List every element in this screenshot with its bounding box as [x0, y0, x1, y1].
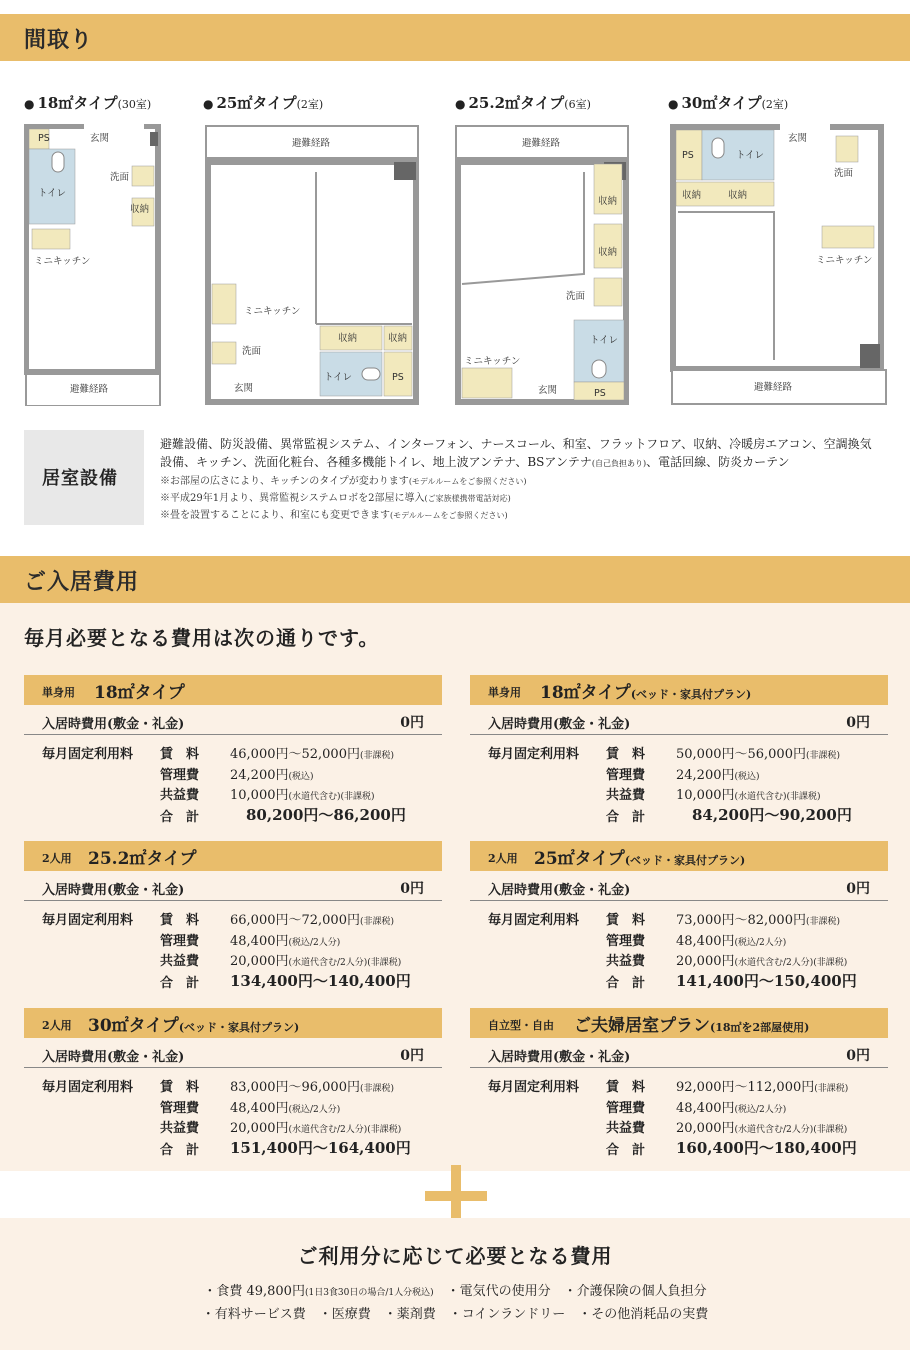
svg-text:避難経路: 避難経路 — [292, 138, 331, 149]
plan-card-header: 単身用 18㎡タイプ — [24, 675, 442, 705]
equipment-line-2: 設備、キッチン、洗面化粧台、各種多機能トイレ、地上波アンテナ、BSアンテナ(自己負担あり)、電話回線、防炎カーテン — [160, 455, 790, 469]
svg-text:ミニキッチン: ミニキッチン — [244, 306, 301, 317]
plan-card: 2人用 30㎡タイプ(ベッド・家具付プラン) 入居時費用(敷金・礼金) 0円 毎月固定利用料 賃 料 83,000円〜96,000円(非課税) 管理費 48,400円(税込/2人分) 共益費 20,000円(水道代含む/2人分)(非課税) 合 計 151,400円〜164,400円 — [24, 1008, 442, 1163]
svg-text:洗面: 洗面 — [566, 291, 586, 302]
plan-card-header: 2人用 25㎡タイプ(ベッド・家具付プラン) — [470, 841, 888, 871]
svg-text:洗面: 洗面 — [242, 346, 262, 357]
svg-text:避難経路: 避難経路 — [70, 384, 109, 395]
floorplan-25 — [204, 124, 422, 406]
svg-text:PS: PS — [38, 133, 50, 144]
equipment-note: ※お部屋の広さにより、キッチンのタイプが変わります(モデルルームをご参照ください) — [160, 476, 527, 487]
svg-text:収納: 収納 — [598, 196, 618, 207]
svg-text:洗面: 洗面 — [110, 172, 130, 183]
equipment-line-1: 避難設備、防災設備、異常監視システム、インターフォン、ナースコール、和室、フラットフロア、収納、冷暖房エアコン、空調換気 — [160, 437, 872, 451]
floorplan-title: ● 18㎡タイプ(30室) — [24, 94, 152, 112]
equipment-description — [160, 435, 890, 524]
svg-text:トイレ: トイレ — [736, 150, 765, 161]
floorplan-25-2 — [454, 124, 634, 406]
floorplan-title: ● 25㎡タイプ(2室) — [203, 94, 324, 112]
svg-text:玄関: 玄関 — [788, 133, 808, 144]
svg-text:収納: 収納 — [598, 247, 618, 258]
extra-costs-title: ご利用分に応じて必要となる費用 — [297, 1244, 613, 1268]
svg-text:避難経路: 避難経路 — [754, 382, 793, 393]
plan-card: 2人用 25.2㎡タイプ 入居時費用(敷金・礼金) 0円 毎月固定利用料 賃 料 66,000円〜72,000円(非課税) 管理費 48,400円(税込/2人分) 共益費 20,000円(水道代含む/2人分)(非課税) 合 計 134,400円〜140,400円 — [24, 841, 442, 996]
section-band-fees — [0, 556, 910, 603]
svg-text:ミニキッチン: ミニキッチン — [464, 356, 521, 367]
plan-card: 自立型・自由 ご夫婦居室プラン(18㎡を2部屋使用) 入居時費用(敷金・礼金) 0円 毎月固定利用料 賃 料 92,000円〜112,000円(非課税) 管理費 48,400円(税込/2人分) 共益費 20,000円(水道代含む/2人分)(非課税) 合 計 160,400円〜180,400円 — [470, 1008, 888, 1163]
svg-text:PS: PS — [594, 388, 606, 399]
svg-text:PS: PS — [392, 372, 404, 383]
equipment-label-box — [24, 430, 144, 525]
plan-card-header: 2人用 30㎡タイプ(ベッド・家具付プラン) — [24, 1008, 442, 1038]
svg-text:PS: PS — [682, 150, 694, 161]
floorplan-title: ● 25.2㎡タイプ(6室) — [455, 94, 591, 112]
svg-text:トイレ: トイレ — [324, 372, 353, 383]
svg-text:トイレ: トイレ — [590, 335, 619, 346]
floorplan-18 — [24, 124, 164, 406]
svg-text:収納: 収納 — [130, 204, 150, 215]
plan-card-header: 単身用 18㎡タイプ(ベッド・家具付プラン) — [470, 675, 888, 705]
svg-text:洗面: 洗面 — [834, 168, 854, 179]
equipment-note: ※平成29年1月より、異常監視システムロボを2部屋に導入(ご家族様携帯電話対応) — [160, 493, 511, 504]
section-title: 間取り — [24, 27, 94, 53]
svg-text:ミニキッチン: ミニキッチン — [34, 256, 91, 267]
plan-card: 単身用 18㎡タイプ 入居時費用(敷金・礼金) 0円 毎月固定利用料 賃 料 46,000円〜52,000円(非課税) 管理費 24,200円(税込) 共益費 10,000円(水道代含む)(非課税) 合 計 80,200円〜86,200円 — [24, 675, 442, 830]
extra-costs-line-1: ・食費 49,800円(1日3食30日の場合/1人分税込) ・電気代の使用分 ・介護保険の個人負担分 — [203, 1284, 707, 1299]
equipment-label: 居室設備 — [42, 468, 118, 489]
svg-text:玄関: 玄関 — [538, 385, 558, 396]
floorplan-title: ● 30㎡タイプ(2室) — [668, 94, 789, 112]
svg-text:玄関: 玄関 — [234, 383, 254, 394]
svg-text:玄関: 玄関 — [90, 133, 110, 144]
fees-heading: 毎月必要となる費用は次の通りです。 — [24, 626, 380, 650]
plan-card-header: 自立型・自由 ご夫婦居室プラン(18㎡を2部屋使用) — [470, 1008, 888, 1038]
equipment-note: ※畳を設置することにより、和室にも変更できます(モデルルームをご参照ください) — [160, 510, 508, 521]
svg-text:避難経路: 避難経路 — [522, 138, 561, 149]
plan-card-header: 2人用 25.2㎡タイプ — [24, 841, 442, 871]
svg-text:トイレ: トイレ — [38, 188, 67, 199]
plan-card: 単身用 18㎡タイプ(ベッド・家具付プラン) 入居時費用(敷金・礼金) 0円 毎月固定利用料 賃 料 50,000円〜56,000円(非課税) 管理費 24,200円(税込) 共益費 10,000円(水道代含む)(非課税) 合 計 84,200円〜90,200円 — [470, 675, 888, 830]
plan-card: 2人用 25㎡タイプ(ベッド・家具付プラン) 入居時費用(敷金・礼金) 0円 毎月固定利用料 賃 料 73,000円〜82,000円(非課税) 管理費 48,400円(税込/2人分) 共益費 20,000円(水道代含む/2人分)(非課税) 合 計 141,400円〜150,400円 — [470, 841, 888, 996]
extra-costs-line-2: ・有料サービス費 ・医療費 ・薬剤費 ・コインランドリー ・その他消耗品の実費 — [201, 1307, 709, 1322]
svg-text:収納: 収納 — [682, 190, 702, 201]
floorplan-30 — [670, 124, 890, 406]
svg-text:収納: 収納 — [388, 333, 408, 344]
svg-text:ミニキッチン: ミニキッチン — [816, 255, 873, 266]
svg-text:収納: 収納 — [338, 333, 358, 344]
svg-text:収納: 収納 — [728, 190, 748, 201]
section-title: ご入居費用 — [24, 569, 140, 595]
section-band-floor-plans — [0, 14, 910, 61]
